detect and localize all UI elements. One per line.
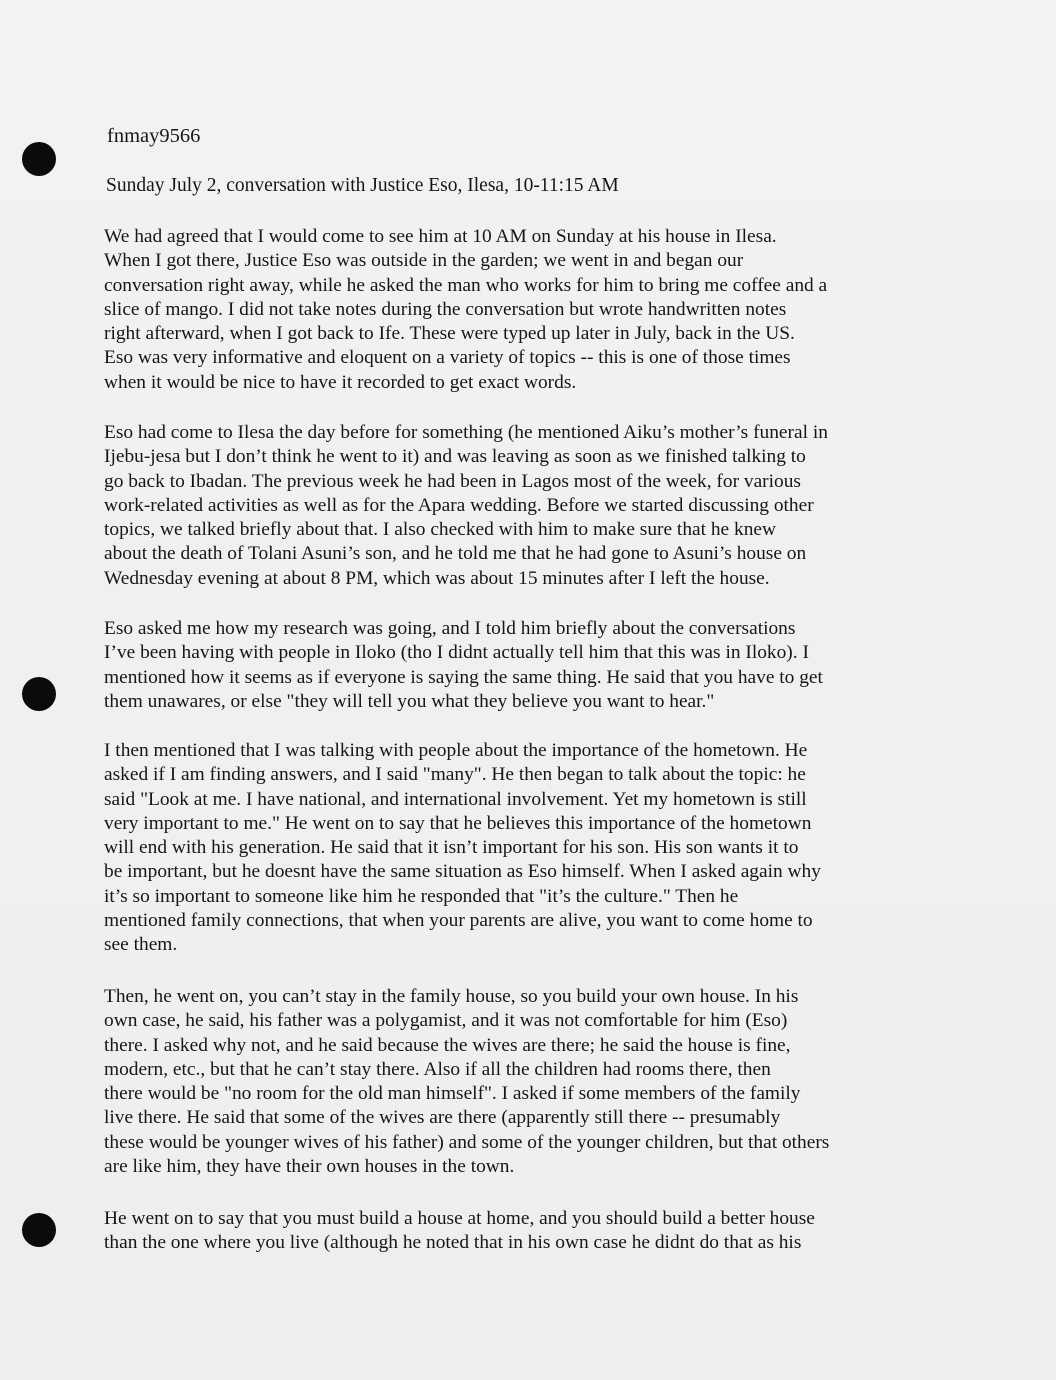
text-line: When I got there, Justice Eso was outside in the garden; we went in and began our xyxy=(104,250,744,272)
text-line: Ijebu-jesa but I don’t think he went to it) and was leaving as soon as we finished talking to xyxy=(104,446,806,468)
text-line: Eso asked me how my research was going, and I told him briefly about the conversations xyxy=(104,618,796,639)
text-line: slice of mango. I did not take notes during the conversation but wrote handwritten notes xyxy=(104,298,787,320)
text-line: work-related activities as well as for the Apara wedding. Before we started discussing other xyxy=(104,494,814,516)
text-line: He went on to say that you must build a house at home, and you should build a better house xyxy=(104,1208,815,1229)
punch-hole-bottom xyxy=(22,1213,56,1247)
text-line: be important, but he doesnt have the same situation as Eso himself. When I asked again why xyxy=(104,861,821,883)
text-line: go back to Ibadan. The previous week he had been in Lagos most of the week, for various xyxy=(104,470,801,492)
text-line: own case, he said, his father was a polygamist, and it was not comfortable for him (Eso) xyxy=(104,1010,788,1032)
text-line: I’ve been having with people in Iloko (tho I didnt actually tell him that this was in Iloko). I xyxy=(104,642,809,664)
text-line: are like him, they have their own houses in the town. xyxy=(104,1156,515,1178)
text-line: Eso was very informative and eloquent on a variety of topics -- this is one of those times xyxy=(104,347,791,369)
document-id: fnmay9566 xyxy=(107,125,201,147)
text-line: about the death of Tolani Asuni’s son, and he told me that he had gone to Asuni’s house on xyxy=(104,543,807,565)
text-line: than the one where you live (although he noted that in his own case he didnt do that as his xyxy=(104,1232,802,1254)
text-line: conversation right away, while he asked the man who works for him to bring me coffee and a xyxy=(104,274,828,296)
paragraph-2 xyxy=(104,421,828,591)
text-line: see them. xyxy=(104,934,178,956)
text-line: I then mentioned that I was talking with people about the importance of the hometown. He xyxy=(104,740,808,761)
text-line: them unawares, or else "they will tell you what they believe you want to hear." xyxy=(104,690,715,712)
document-heading: Sunday July 2, conversation with Justice Eso, Ilesa, 10-11:15 AM xyxy=(106,175,619,196)
text-line: Then, he went on, you can’t stay in the family house, so you build your own house. In his xyxy=(104,986,799,1007)
text-line: asked if I am finding answers, and I said "many". He then began to talk about the topic: he xyxy=(104,764,806,786)
paragraph-5 xyxy=(104,985,829,1179)
text-line: there. I asked why not, and he said because the wives are there; he said the house is fine, xyxy=(104,1034,791,1056)
text-line: modern, etc., but that he can’t stay there. Also if all the children had rooms there, then xyxy=(104,1058,771,1080)
text-line: when it would be nice to have it recorded to get exact words. xyxy=(104,371,577,393)
paragraph-3 xyxy=(104,617,823,714)
text-line: there would be "no room for the old man himself". I asked if some members of the family xyxy=(104,1083,801,1105)
text-line: topics, we talked briefly about that. I also checked with him to make sure that he knew xyxy=(104,519,777,541)
punch-hole-middle xyxy=(22,677,56,711)
text-line: very important to me." He went on to say that he believes this importance of the hometown xyxy=(104,812,812,834)
text-line: it’s so important to someone like him he responded that "it’s the culture." Then he xyxy=(104,885,739,907)
text-line: these would be younger wives of his father) and some of the younger children, but that others xyxy=(104,1131,830,1153)
text-line: mentioned how it seems as if everyone is saying the same thing. He said that you have to get xyxy=(104,666,823,688)
text-line: mentioned family connections, that when your parents are alive, you want to come home to xyxy=(104,910,813,932)
text-line: Eso had come to Ilesa the day before for something (he mentioned Aiku’s mother’s funeral in xyxy=(104,422,828,443)
text-line: live there. He said that some of the wives are there (apparently still there -- presumably xyxy=(104,1107,781,1129)
paragraph-4 xyxy=(104,739,821,958)
punch-hole-top xyxy=(22,142,56,176)
text-line: said "Look at me. I have national, and international involvement. Yet my hometown is still xyxy=(104,788,807,810)
text-line: We had agreed that I would come to see him at 10 AM on Sunday at his house in Ilesa. xyxy=(104,226,777,247)
paragraph-1 xyxy=(104,225,827,395)
text-line: Wednesday evening at about 8 PM, which was about 15 minutes after I left the house. xyxy=(104,567,770,589)
paragraph-6 xyxy=(104,1207,815,1256)
text-line: right afterward, when I got back to Ife. These were typed up later in July, back in the US. xyxy=(104,323,795,345)
text-line: will end with his generation. He said that it isn’t important for his son. His son wants it to xyxy=(104,837,799,859)
